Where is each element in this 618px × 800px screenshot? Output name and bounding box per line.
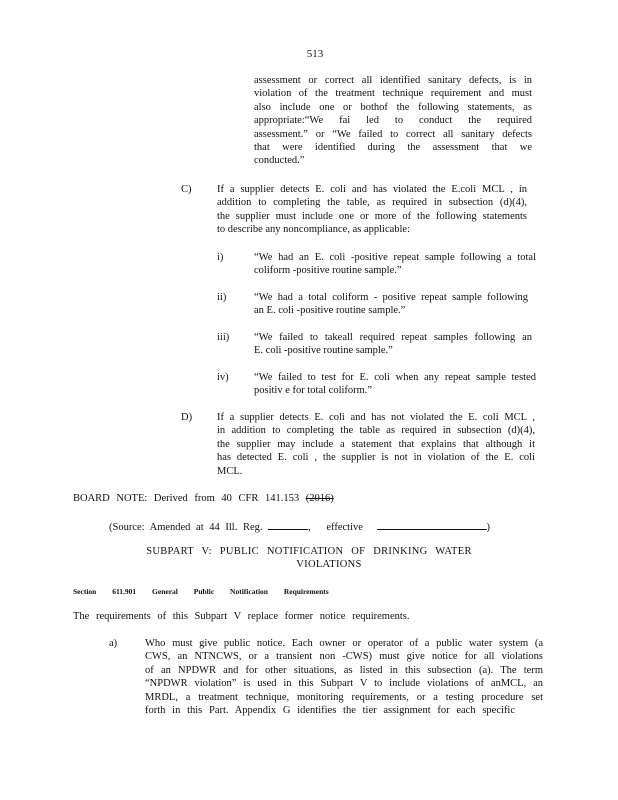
item-i-label: i) bbox=[217, 252, 224, 263]
text-line: “We failed to takeall required repeat samples following an bbox=[254, 332, 532, 343]
item-i-text bbox=[254, 251, 536, 278]
item-ii-label: ii) bbox=[217, 292, 227, 303]
item-ii-text bbox=[254, 291, 528, 318]
paragraph-b-continuation bbox=[254, 74, 532, 168]
paragraph-a-label: a) bbox=[109, 638, 118, 649]
board-note-text: BOARD NOTE: Derived from 40 CFR 141.153 bbox=[73, 493, 300, 504]
text-line: to describe any noncompliance, as applicable: bbox=[217, 224, 411, 236]
paragraph-c-text bbox=[217, 183, 527, 237]
text-line: If a supplier detects E. coli and has not violated the E. coli MCL , bbox=[217, 412, 535, 423]
board-note bbox=[73, 492, 334, 505]
text-line: also include one or bothof the following statements, as bbox=[254, 101, 532, 113]
effective-date-blank bbox=[377, 519, 487, 530]
text-line: conducted.” bbox=[254, 155, 305, 167]
section-heading: Section 611.901 General Public Notification Requirements bbox=[73, 587, 329, 596]
intro-paragraph: The requirements of this Subpart V replace former notice requirements. bbox=[73, 611, 410, 622]
subpart-heading bbox=[120, 545, 498, 572]
text-line: MCL. bbox=[217, 465, 243, 477]
text-line: MRDL, a treatment technique, monitoring requirements, or a testing procedure set bbox=[145, 691, 543, 703]
text-line: coliform -positive routine sample.” bbox=[254, 265, 402, 277]
text-line: that were identified during the assessment that we bbox=[254, 142, 532, 154]
item-iii-text bbox=[254, 331, 532, 358]
text-line: forth in this Part. Appendix G identifies the tier assignment for each specific bbox=[145, 705, 515, 717]
source-note bbox=[109, 519, 490, 534]
text-line: assessment or correct all identified sanitary defects, is in bbox=[254, 75, 532, 86]
text-line: the supplier may include a statement that explains that although it bbox=[217, 438, 535, 450]
page-number: 513 bbox=[306, 48, 324, 60]
item-iv-text bbox=[254, 371, 536, 398]
text-line: the supplier must include one or more of the following statements bbox=[217, 210, 527, 222]
text-line: of an NPDWR and for other situations, as listed in this subsection (a). The term bbox=[145, 664, 543, 676]
item-iv-label: iv) bbox=[217, 372, 229, 383]
source-close: ) bbox=[486, 522, 491, 533]
subpart-heading-line-1: SUBPART V: PUBLIC NOTIFICATION OF DRINKING WATER bbox=[146, 546, 472, 557]
text-line: “We failed to test for E. coli when any repeat sample tested bbox=[254, 372, 536, 383]
text-line: an E. coli -positive routine sample.” bbox=[254, 305, 406, 317]
paragraph-d-text bbox=[217, 411, 535, 478]
subpart-heading-line-2: VIOLATIONS bbox=[296, 559, 362, 571]
paragraph-c-label: C) bbox=[181, 184, 192, 195]
text-line: has detected E. coli , the supplier is not in violation of the E. coli bbox=[217, 452, 535, 464]
source-text: (Source: Amended at 44 Ill. Reg. bbox=[109, 522, 263, 533]
source-comma: , bbox=[308, 522, 311, 533]
text-line: “NPDWR violation” is used in this Subpart V to include violations of anMCL, an bbox=[145, 678, 543, 690]
text-line: addition to completing the table, as required in subsection (d)(4), bbox=[217, 197, 527, 209]
text-line: appropriate:“We fai led to conduct the required bbox=[254, 115, 532, 127]
paragraph-a-text bbox=[145, 637, 543, 717]
paragraph-d-label: D) bbox=[181, 412, 193, 423]
text-line: “We had an E. coli -positive repeat sample following a total bbox=[254, 252, 536, 263]
text-line: Who must give public notice. Each owner or operator of a public water system (a bbox=[145, 638, 543, 649]
board-note-struck-year: (2016) bbox=[305, 493, 334, 504]
text-line: assessment.” or “We failed to correct all sanitary defects bbox=[254, 128, 532, 140]
source-effective: effective bbox=[326, 522, 363, 533]
text-line: violation of the treatment technique requirement and must bbox=[254, 88, 532, 100]
text-line: positiv e for total coliform.” bbox=[254, 385, 373, 397]
item-iii-label: iii) bbox=[217, 332, 230, 343]
register-page-blank bbox=[268, 519, 308, 530]
text-line: in addition to completing the table as required in subsection (d)(4), bbox=[217, 425, 535, 437]
text-line: E. coli -positive routine sample.” bbox=[254, 345, 393, 357]
text-line: CWS, an NTNCWS, or a transient non -CWS) must give notice for all violations bbox=[145, 651, 543, 663]
text-line: “We had a total coliform - positive repeat sample following bbox=[254, 292, 528, 303]
text-line: If a supplier detects E. coli and has violated the E.coli MCL , in bbox=[217, 184, 527, 195]
